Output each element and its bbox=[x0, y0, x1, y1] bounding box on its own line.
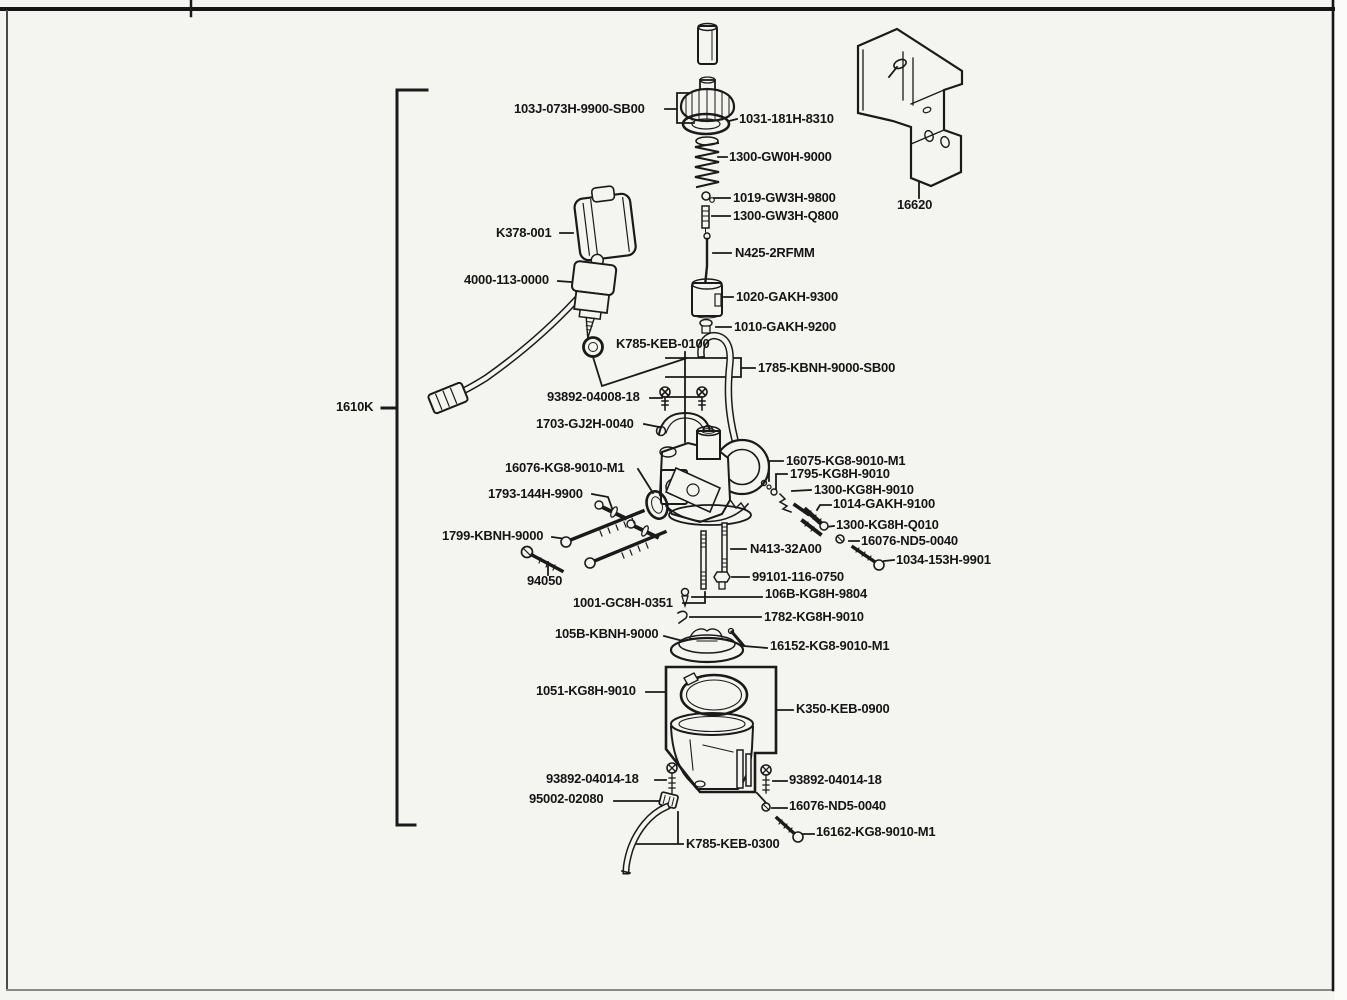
part-label: 1034-153H-9901 bbox=[896, 552, 991, 567]
part-label: 16076-ND5-0040 bbox=[861, 533, 958, 548]
part-label: 93892-04014-18 bbox=[789, 772, 882, 787]
part-label: 1300-KG8H-9010 bbox=[814, 482, 914, 497]
page-right-margin bbox=[1335, 0, 1347, 1000]
part-label: 1799-KBNH-9000 bbox=[442, 528, 544, 543]
part-label: K378-001 bbox=[496, 225, 552, 240]
part-label: 1300-GW0H-9000 bbox=[729, 149, 832, 164]
part-label: 1785-KBNH-9000-SB00 bbox=[758, 360, 896, 375]
part-label: 1010-GAKH-9200 bbox=[734, 319, 836, 334]
part-label: 1782-KG8H-9010 bbox=[764, 609, 864, 624]
part-label: 1001-GC8H-0351 bbox=[573, 595, 673, 610]
part-label: 16075-KG8-9010-M1 bbox=[786, 453, 906, 468]
part-label: 99101-116-0750 bbox=[752, 569, 844, 584]
part-label: 1020-GAKH-9300 bbox=[736, 289, 838, 304]
part-label: 1031-181H-8310 bbox=[739, 111, 834, 126]
part-label: N425-2RFMM bbox=[735, 245, 815, 260]
part-label: 16076-ND5-0040 bbox=[789, 798, 886, 813]
assembly-group-label: 1610K bbox=[336, 399, 374, 414]
part-label: 1703-GJ2H-0040 bbox=[536, 416, 634, 431]
part-label: K350-KEB-0900 bbox=[796, 701, 890, 716]
part-label: 105B-KBNH-9000 bbox=[555, 626, 659, 641]
part-label: 16620 bbox=[897, 197, 933, 212]
part-label: 103J-073H-9900-SB00 bbox=[514, 101, 645, 116]
part-label: K785-KEB-0100 bbox=[616, 336, 710, 351]
part-label: 16162-KG8-9010-M1 bbox=[816, 824, 936, 839]
part-label: 1300-GW3H-Q800 bbox=[733, 208, 839, 223]
part-label: 4000-113-0000 bbox=[464, 272, 549, 287]
part-label: K785-KEB-0300 bbox=[686, 836, 780, 851]
part-label: 95002-02080 bbox=[529, 791, 604, 806]
part-label: 1051-KG8H-9010 bbox=[536, 683, 636, 698]
part-label: 1793-144H-9900 bbox=[488, 486, 583, 501]
part-label: 94050 bbox=[527, 573, 563, 588]
part-label: 16076-KG8-9010-M1 bbox=[505, 460, 625, 475]
part-label: 1795-KG8H-9010 bbox=[790, 466, 890, 481]
part-label: 1300-KG8H-Q010 bbox=[836, 517, 939, 532]
part-label: 93892-04014-18 bbox=[546, 771, 639, 786]
part-label: N413-32A00 bbox=[750, 541, 822, 556]
part-label: 93892-04008-18 bbox=[547, 389, 640, 404]
part-label: 106B-KG8H-9804 bbox=[765, 586, 867, 601]
part-label: 1014-GAKH-9100 bbox=[833, 496, 935, 511]
part-label: 1019-GW3H-9800 bbox=[733, 190, 836, 205]
part-label: 16152-KG8-9010-M1 bbox=[770, 638, 890, 653]
